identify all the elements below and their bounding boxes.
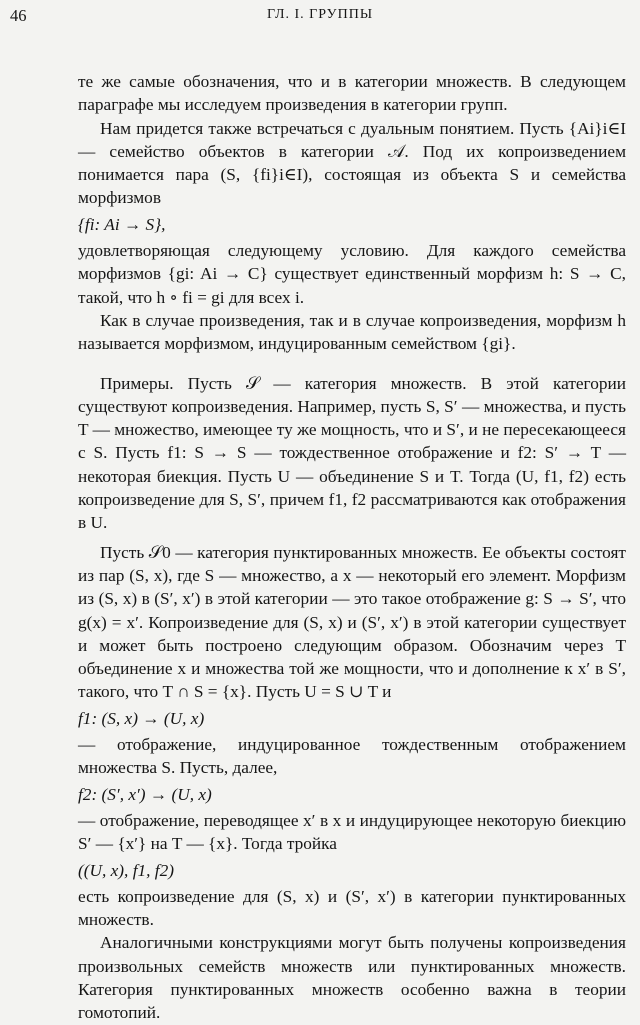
formula-f1: f1: (S, x) → (U, x) (78, 708, 205, 728)
paragraph-f2-description: — отображение, переводящее x′ в x и индуцирующее некоторую биекцию S′ — {x′} на T — {x}. Тогда тройка (78, 810, 626, 854)
formula-triple: ((U, x), f1, f2) (78, 860, 174, 880)
paragraph-pointed-sets: Пусть 𝒮0 — категория пунктированных множеств. Ее объекты состоят из пар (S, x), где S — множество, а x — некоторый его элемент. Морфизм из (S, x) в (S′, x′) в этой категории — это такое отображение g: S → S′, что g(x) = x′. Копроизведение для (S, x) и (S′, x′) в этой категории существует и может быть построено следующим образом. Обозначим через T объединение x и множества той же мощности, что и дополнение к x′ в S′, такого, что T ∩ S = {x}. Пусть U = S ∪ T и (78, 542, 626, 702)
page-footer (0, 990, 640, 1000)
formula-f2: f2: (S′, x′) → (U, x) (78, 784, 212, 804)
paragraph-induced-morphism: Как в случае произведения, так и в случае копроизведения, морфизм h называется морфизмом, индуцированным семейством {gi}. (78, 310, 626, 354)
paragraph-continuation: те же самые обозначения, что и в категории множеств. В следующем параграфе мы исследуем произведения в категории групп. (78, 72, 626, 115)
paragraph-f1-description: — отображение, индуцированное тождественным отображением множества S. Пусть, далее, (78, 735, 626, 778)
page-header (10, 6, 630, 28)
page-number: 46 (10, 6, 27, 25)
page-body (78, 70, 626, 1025)
paragraph-homotopy-note: Аналогичными конструкциями могут быть получены копроизведения произвольных семейств множеств или пунктированных множеств. Категория пунктированных множеств особенно важна в теории гомотопий. (78, 933, 626, 1023)
formula-morphism-family: {fi: Ai → S}, (78, 214, 166, 234)
paragraph-coproduct-condition: удовлетворяющая следующему условию. Для каждого семейства морфизмов {gi: Ai → C} существует единственный морфизм h: S → C, такой, что h ∘ fi = gi для всех i. (78, 241, 626, 307)
running-head: ГЛ. I. ГРУППЫ (266, 7, 374, 22)
paragraph-examples-sets: Примеры. Пусть 𝒮 — категория множеств. В этой категории существуют копроизведения. Например, пусть S, S′ — множества, и пусть T — множество, имеющее ту же мощность, что и S′, и не пересекающееся с S. Пусть f1: S → S — тождественное отображение и f2: S′ → T — некоторая биекция. Пусть U — объединение S и T. Тогда (U, f1, f2) есть копроизведение для S, S′, причем f1, f2 рассматриваются как отображения в U. (78, 373, 626, 533)
paragraph-coproduct-pointed: есть копроизведение для (S, x) и (S′, x′) в категории пунктированных множеств. (78, 886, 626, 930)
paragraph-coproduct-definition: Нам придется также встречаться с дуальным понятием. Пусть {Ai}i∈I — семейство объектов в категории 𝒜. Под их копроизведением понимается пара (S, {fi}i∈I), состоящая из объекта S и семейства морфизмов (78, 118, 626, 208)
